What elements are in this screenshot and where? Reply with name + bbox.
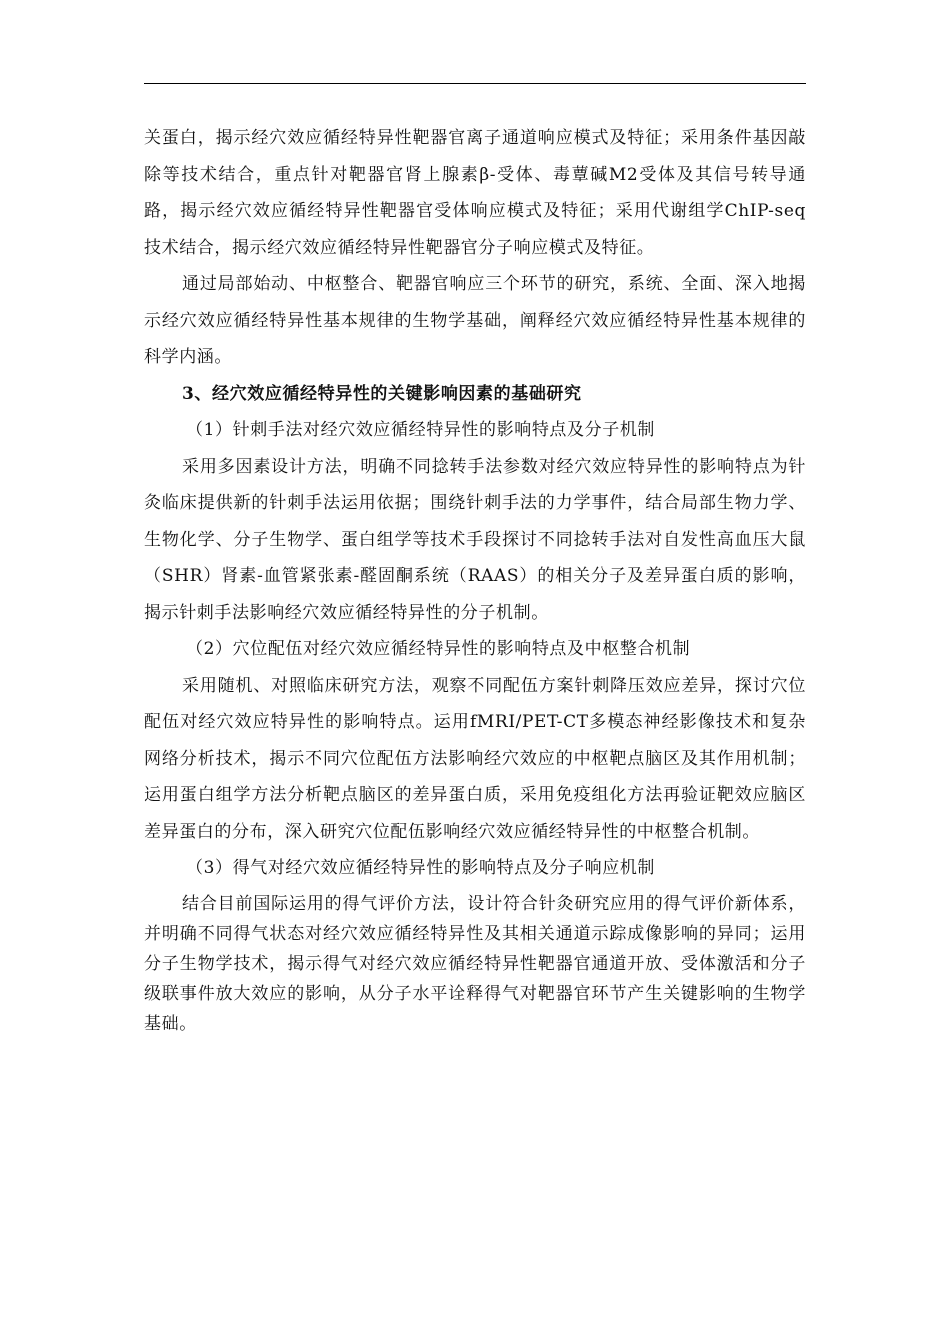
subheading-2: （2）穴位配伍对经穴效应循经特异性的影响特点及中枢整合机制 [186, 639, 691, 659]
paragraph-summary: 通过局部始动、中枢整合、靶器官响应三个环节的研究，系统、全面、深入地揭示经穴效应循经特异性基本规律的生物学基础，阐释经穴效应循经特异性基本规律的科学内涵。 [144, 274, 806, 367]
paragraph-deqi: 结合目前国际运用的得气评价方法，设计符合针灸研究应用的得气评价新体系，并明确不同得气状态对经穴效应循经特异性及其相关通道示踪成像影响的异同；运用分子生物学技术，揭示得气对经穴效应循经特异性靶器官通道开放、受体激活和分子级联事件放大效应的影响，从分子水平诠释得气对靶器官环节产生关键影响的生物学基础。 [144, 893, 806, 1034]
paragraph-acupuncture-technique: 采用多因素设计方法，明确不同捻转手法参数对经穴效应特异性的影响特点为针灸临床提供新的针刺手法运用依据；围绕针刺手法的力学事件，结合局部生物力学、生物化学、分子生物学、蛋白组学等技术手段探讨不同捻转手法对自发性高血压大鼠（SHR）肾素-血管紧张素-醛固酮系统（RAAS）的相关分子及差异蛋白质的影响，揭示针刺手法影响经穴效应循经特异性的分子机制。 [144, 456, 806, 623]
subheading-1: （1）针刺手法对经穴效应循经特异性的影响特点及分子机制 [186, 420, 656, 440]
section-heading-3: 3、经穴效应循经特异性的关键影响因素的基础研究 [182, 383, 582, 404]
paragraph-point-combination: 采用随机、对照临床研究方法，观察不同配伍方案针刺降压效应差异，探讨穴位配伍对经穴效应特异性的影响特点。运用fMRI/PET-CT多模态神经影像技术和复杂网络分析技术，揭示不同穴位配伍方法影响经穴效应的中枢靶点脑区及其作用机制；运用蛋白组学方法分析靶点脑区的差异蛋白质，采用免疫组化方法再验证靶效应脑区差异蛋白的分布，深入研究穴位配伍影响经穴效应循经特异性的中枢整合机制。 [144, 675, 806, 842]
document-body [144, 120, 806, 1039]
subheading-3: （3）得气对经穴效应循经特异性的影响特点及分子响应机制 [186, 858, 656, 878]
paragraph-continuation: 关蛋白，揭示经穴效应循经特异性靶器官离子通道响应模式及特征；采用条件基因敲除等技术结合，重点针对靶器官肾上腺素β-受体、毒蕈碱M2受体及其信号转导通路，揭示经穴效应循经特异性靶器官受体响应模式及特征；采用代谢组学ChIP-seq技术结合，揭示经穴效应循经特异性靶器官分子响应模式及特征。 [144, 128, 806, 258]
header-rule [144, 83, 806, 84]
